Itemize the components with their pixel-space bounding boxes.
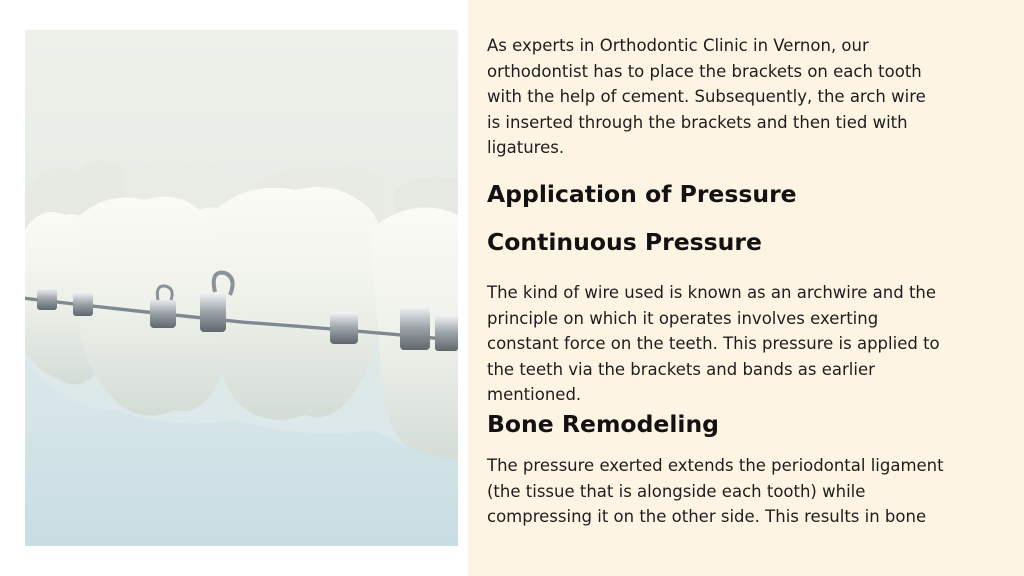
image-panel	[0, 0, 468, 576]
braces-photo	[25, 30, 458, 546]
continuous-pressure-paragraph: The kind of wire used is known as an archwire and the principle on which it operates involves exerting constant force on the teeth. This pressure is applied to the teeth via the brackets and bands as earlier mentioned.	[487, 283, 940, 405]
heading-continuous-pressure: Continuous Pressure	[487, 228, 762, 256]
bone-remodeling-paragraph: The pressure exerted extends the periodontal ligament (the tissue that is alongside each tooth) while compressing it on the other side. This results in bone	[487, 456, 944, 527]
teeth-braces-illustration	[25, 30, 458, 546]
heading-bone-remodeling: Bone Remodeling	[487, 410, 719, 438]
intro-paragraph: As experts in Orthodontic Clinic in Vernon, our orthodontist has to place the brackets on each tooth with the help of cement. Subsequently, the arch wire is inserted through the brackets and then tied with ligatures.	[487, 36, 926, 158]
heading-application-of-pressure: Application of Pressure	[487, 180, 797, 208]
